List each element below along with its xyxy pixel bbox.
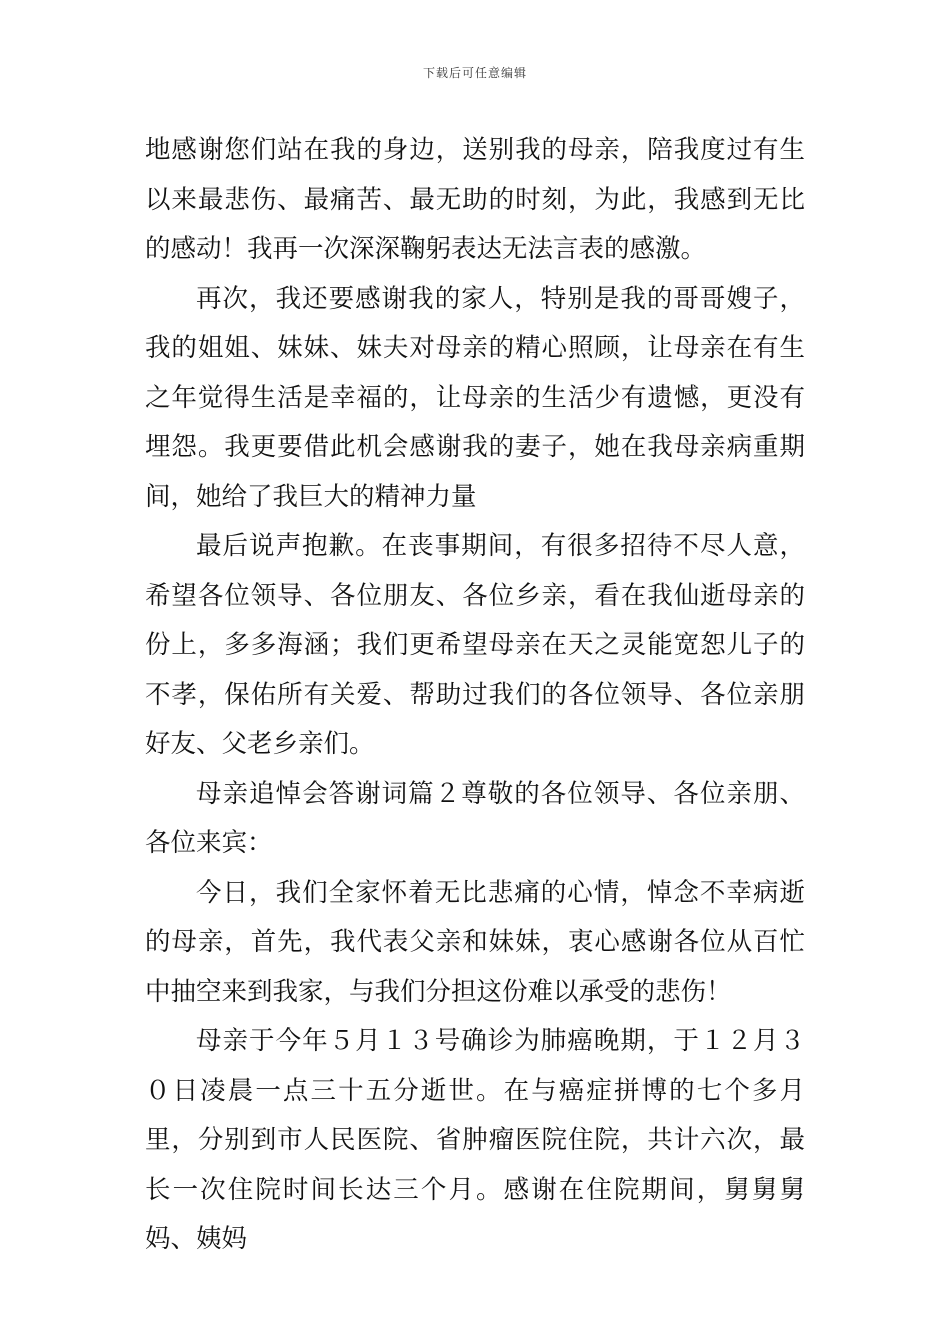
paragraph-4: 母亲追悼会答谢词篇２尊敬的各位领导、各位亲朋、各位来宾： <box>145 778 805 858</box>
paragraph-3: 最后说声抱歉。在丧事期间，有很多招待不尽人意，希望各位领导、各位朋友、各位乡亲，看在我仙逝母亲的份上，多多海涵；我们更希望母亲在天之灵能宽恕儿子的不孝，保佑所有关爱、帮助过我们的各位领导、各位亲朋好友、父老乡亲们。 <box>145 531 805 759</box>
paragraph-1: 地感谢您们站在我的身边，送别我的母亲，陪我度过有生以来最悲伤、最痛苦、最无助的时刻，为此，我感到无比的感动！我再一次深深鞠躬表达无法言表的感激。 <box>145 135 805 264</box>
paragraph-5: 今日，我们全家怀着无比悲痛的心情，悼念不幸病逝的母亲，首先，我代表父亲和妹妹，衷心感谢各位从百忙中抽空来到我家，与我们分担这份难以承受的悲伤！ <box>145 877 805 1007</box>
document-body <box>145 126 805 1265</box>
paragraph-6: 母亲于今年５月１３号确诊为肺癌晚期，于１２月３０日凌晨一点三十五分逝世。在与癌症拼博的七个多月里，分别到市人民医院、省肿瘤医院住院，共计六次，最长一次住院时间长达三个月。感谢在住院期间，舅舅舅妈、姨妈 <box>145 1026 805 1254</box>
paragraph-2: 再次，我还要感谢我的家人，特别是我的哥哥嫂子，我的姐姐、妹妹、妹夫对母亲的精心照顾，让母亲在有生之年觉得生活是幸福的，让母亲的生活少有遗憾，更没有埋怨。我更要借此机会感谢我的妻子，她在我母亲病重期间，她给了我巨大的精神力量 <box>145 283 805 512</box>
page-header: 下载后可任意编辑 <box>422 66 527 80</box>
